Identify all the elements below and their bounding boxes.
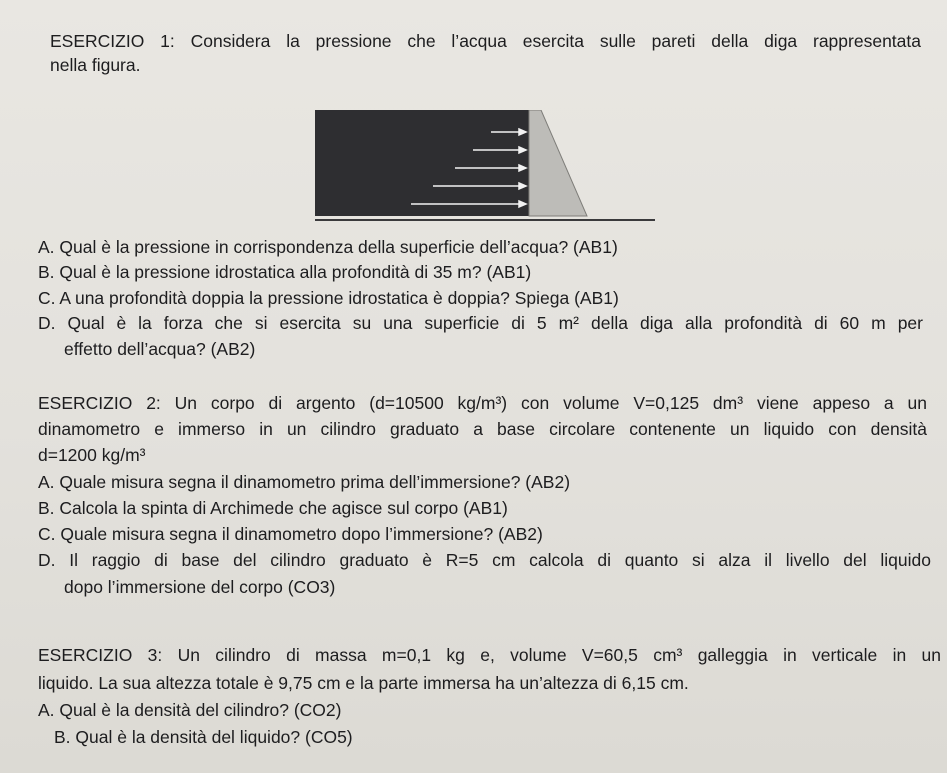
- ex2-intro-line3: d=1200 kg/m³: [38, 445, 146, 465]
- dam-diagram: [315, 110, 655, 230]
- ex2-intro-line2: dinamometro e immerso in un cilindro graduato a base circolare contenente un liquido con densità: [38, 419, 927, 439]
- ex2-question-a: A. Quale misura segna il dinamometro prima dell’immersione? (AB2): [38, 472, 571, 492]
- ex2-question-d-line2: dopo l’immersione del corpo (CO3): [64, 577, 336, 597]
- ex1-question-b: B. Qual è la pressione idrostatica alla profondità di 35 m? (AB1): [38, 262, 532, 282]
- ex2-intro-line1: ESERCIZIO 2: Un corpo di argento (d=10500 kg/m³) con volume V=0,125 dm³ viene appeso a un: [38, 393, 927, 413]
- ex2-question-b: B. Calcola la spinta di Archimede che agisce sul corpo (AB1): [38, 498, 508, 518]
- ex3-question-b: B. Qual è la densità del liquido? (CO5): [54, 727, 353, 747]
- ex1-question-a: A. Qual è la pressione in corrispondenza della superficie dell’acqua? (AB1): [38, 237, 618, 257]
- ex2-question-c: C. Quale misura segna il dinamometro dopo l’immersione? (AB2): [38, 524, 543, 544]
- ex1-question-d-line2: effetto dell’acqua? (AB2): [64, 339, 256, 359]
- ex3-intro-line1: ESERCIZIO 3: Un cilindro di massa m=0,1 kg e, volume V=60,5 cm³ galleggia in verticale in un: [38, 645, 941, 665]
- ex1-question-d-line1: D. Qual è la forza che si esercita su una superficie di 5 m² della diga alla profondità di 60 m per: [38, 313, 923, 333]
- ex3-intro-line2: liquido. La sua altezza totale è 9,75 cm e la parte immersa ha un’altezza di 6,15 cm.: [38, 673, 689, 693]
- ex2-question-d-line1: D. Il raggio di base del cilindro graduato è R=5 cm calcola di quanto si alza il livello del liquido: [38, 550, 931, 570]
- ex1-question-c: C. A una profondità doppia la pressione idrostatica è doppia? Spiega (AB1): [38, 288, 619, 308]
- ex1-intro-line1: ESERCIZIO 1: Considera la pressione che l’acqua esercita sulle pareti della diga rappresentata: [50, 31, 921, 51]
- ex3-question-a: A. Qual è la densità del cilindro? (CO2): [38, 700, 342, 720]
- water-body: [315, 110, 529, 216]
- dam-wall: [529, 110, 587, 216]
- ex1-intro-line2: nella figura.: [50, 55, 141, 75]
